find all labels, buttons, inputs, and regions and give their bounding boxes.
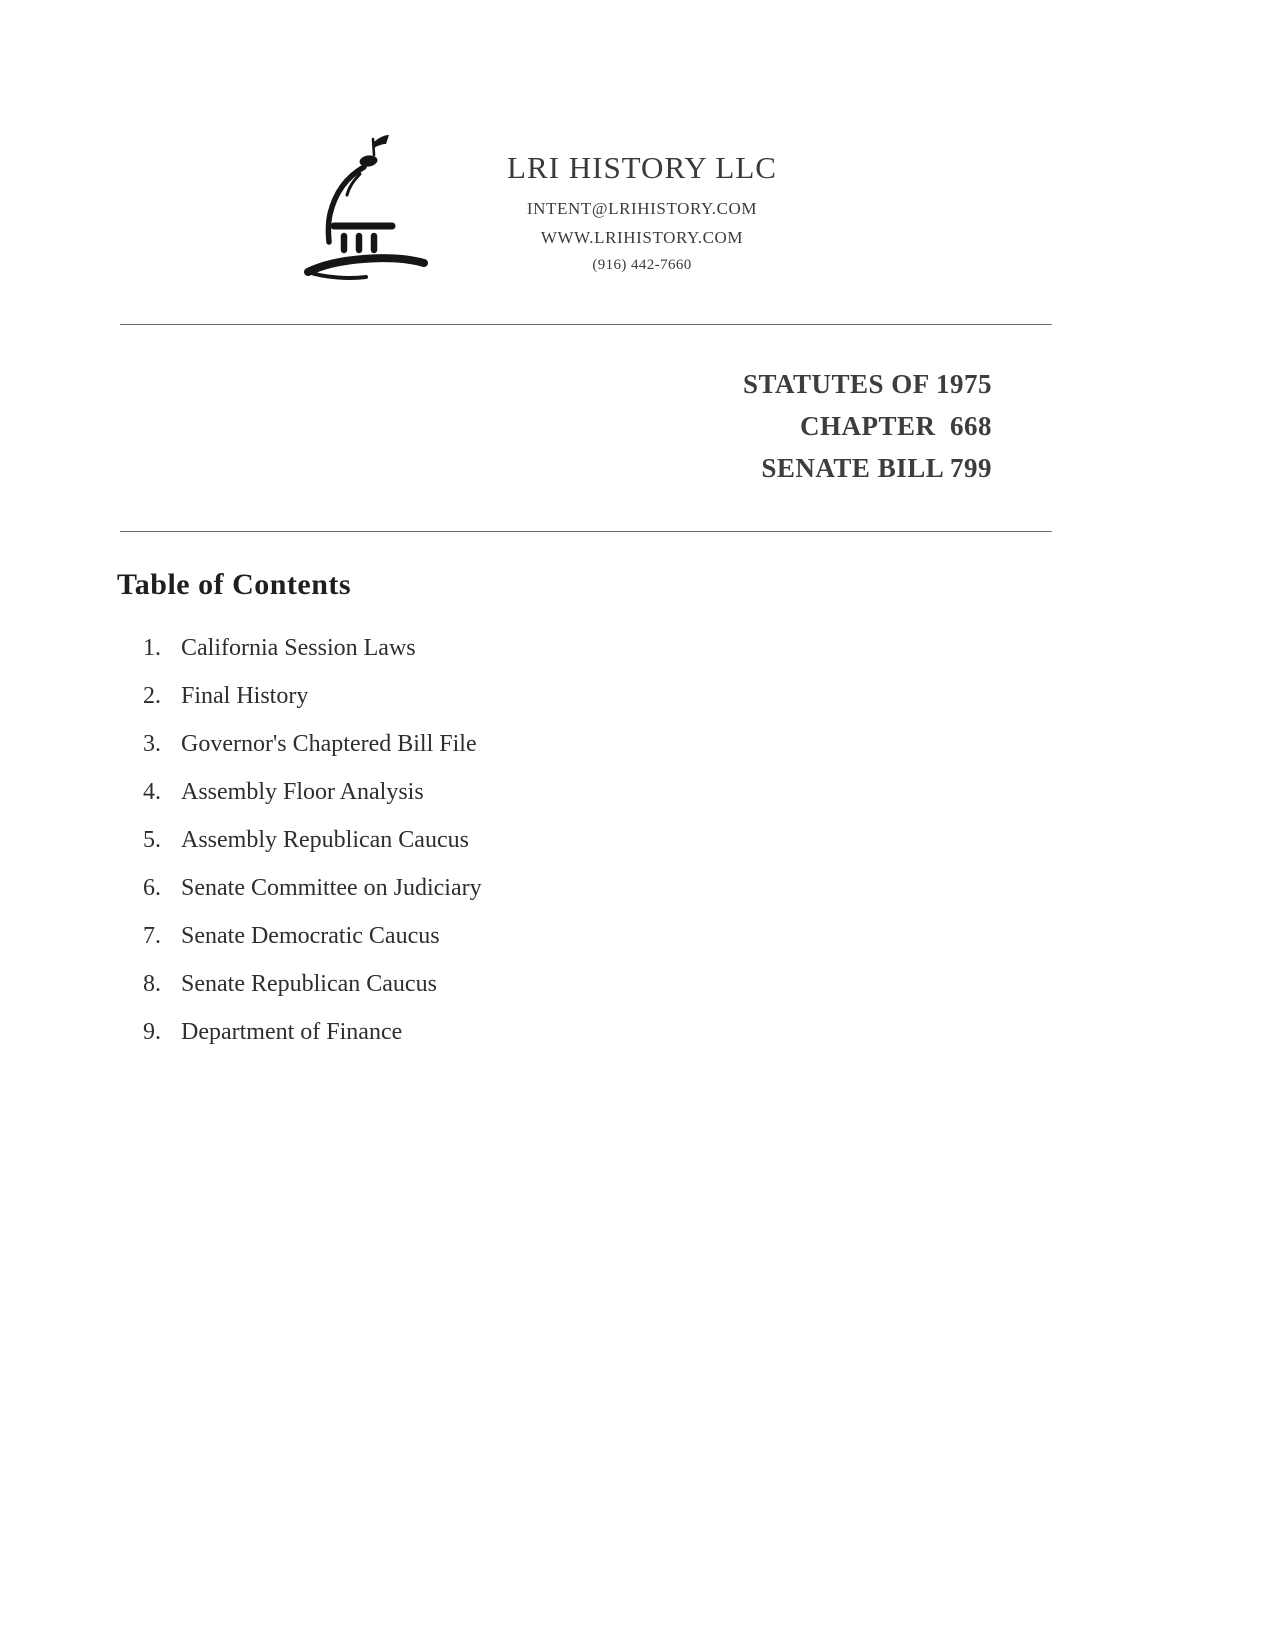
statutes-line: STATUTES OF 1975: [742, 369, 992, 399]
website-text: WWW.LRIHISTORY.COM: [540, 228, 744, 247]
contact-block: [472, 126, 812, 274]
toc-list: [143, 636, 1276, 1045]
toc-item: Senate Republican Caucus: [181, 971, 437, 997]
toc-item: Governor's Chaptered Bill File: [181, 731, 477, 757]
toc-item: Assembly Republican Caucus: [181, 827, 469, 853]
toc-item: Department of Finance: [181, 1019, 403, 1045]
toc-item: Final History: [181, 683, 309, 709]
email-text: INTENT@LRIHISTORY.COM: [526, 199, 758, 218]
toc-item: Senate Democratic Caucus: [181, 923, 440, 949]
phone-text: (916) 442-7660: [592, 257, 692, 273]
toc-title: Table of Contents: [117, 568, 352, 601]
toc-item: Assembly Floor Analysis: [181, 779, 424, 805]
chapter-line: CHAPTER 668: [799, 411, 992, 441]
company-name: LRI HISTORY LLC: [507, 150, 777, 185]
capitol-building-icon: [296, 126, 446, 286]
reference-block: [120, 363, 992, 489]
toc-item: California Session Laws: [181, 635, 416, 661]
toc-item: Senate Committee on Judiciary: [181, 875, 482, 901]
horizontal-rule-bottom: [120, 531, 1052, 532]
horizontal-rule-top: [120, 324, 1052, 325]
senate-bill-line: SENATE BILL 799: [761, 453, 992, 483]
letterhead: [0, 0, 1276, 286]
